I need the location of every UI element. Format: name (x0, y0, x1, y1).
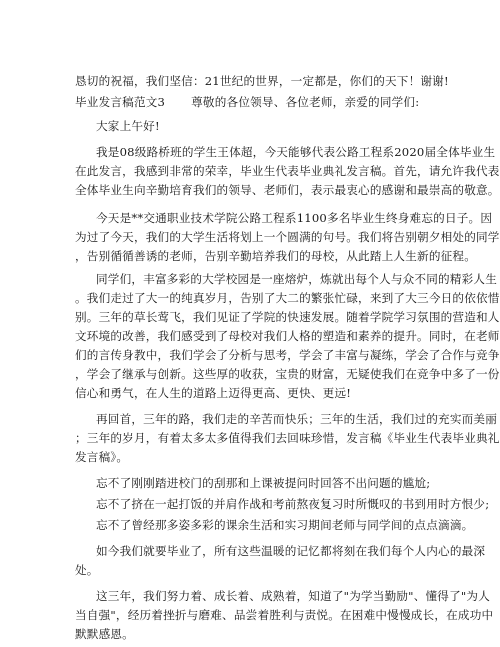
para-line: 全体毕业生向辛勤培育我们的领导、老师们，表示最衷心的感谢和最崇高的敬意。 (75, 183, 500, 197)
para-line: 为过了今天，我们的大学生活将划上一个圆满的句号。我们将告别朝夕相处的同学 (75, 230, 500, 244)
para-line: 别。三年的草长莺飞，我们见证了学院的快速发展。随着学院学习氛围的营造和人 (75, 310, 500, 324)
para-line: 信心和勇气，在人生的道路上迈得更高、更快、更远! (75, 386, 352, 400)
para-line: 在此发言，我感到非常的荣幸，毕业生代表毕业典礼发言稿。首先，请允许我代表 (75, 164, 500, 178)
para-line: 同学们，丰富多彩的大学校园是一座熔炉，炼就出每个人与众不同的精彩人生 (96, 272, 497, 286)
doc-intro: 尊敬的各位领导、各位老师，亲爱的同学们: (191, 95, 420, 109)
para-line: 忘不了刚刚踏进校门的刮那和上课被提问时回答不出问题的尴尬; (96, 476, 431, 490)
para-line: 处。 (75, 563, 99, 577)
para-line: 默默感恩。 (75, 627, 134, 641)
para-line: 文环境的改善，我们感受到了母校对我们人格的塑造和素养的提升。同时，在老师 (75, 329, 500, 343)
doc-title: 毕业发言稿范文3 (75, 95, 166, 109)
para-line: 我是08级路桥班的学生王体超，今天能够代表公路工程系2020届全体毕业生 (96, 145, 496, 159)
heading-line (75, 95, 419, 109)
para-line: 们的言传身教中，我们学会了分析与思考，学会了丰富与凝练，学会了合作与竞争 (75, 348, 500, 362)
para-line: 忘不了曾经那多姿多彩的课余生活和实习期间老师与同学间的点点滴滴。 (96, 518, 474, 532)
para-line: 如今我们就要毕业了，所有这些温暖的记忆都将刻在我们每个人内心的最深 (96, 544, 486, 558)
para-line: 忘不了挤在一起打饭的并肩作战和考前熬夜复习时所慨叹的书到用时方恨少; (96, 497, 490, 511)
closing-line: 恳切的祝福，我们坚信：21世纪的世界，一定都是，你们的天下！谢谢! (75, 74, 449, 88)
para-line: ；三年的岁月，有着太多太多值得我们去回味珍惜，发言稿《毕业生代表毕业典礼 (75, 431, 500, 445)
para-line: 发言稿》。 (75, 450, 129, 464)
greeting: 大家上午好! (96, 119, 160, 133)
para-line: 当自强"，经历着挫折与磨难、品尝着胜利与责悦。在困难中慢慢成长，在成功中 (75, 608, 494, 622)
para-line: 今天是**交通职业技术学院公路工程系1100多名毕业生终身难忘的日子。因 (96, 211, 493, 225)
para-line: 。我们走过了大一的纯真岁月，告别了大二的繁张忙碌，来到了大三今日的依依惜 (75, 291, 500, 305)
para-line: ，告别循循善诱的老师，告别辛勤培养我们的母校，从此踏上人生新的征程。 (75, 249, 476, 263)
para-line: 再回首，三年的路，我们走的辛苦而快乐；三年的生活，我们过的充实而美丽 (96, 412, 497, 426)
para-line: 这三年，我们努力着、成长着、成熟着，知道了"为学当勤励"、懂得了"为人 (96, 589, 491, 603)
para-line: ，学会了继承与创新。这些厚的收获，宝贵的财富，无疑使我们在竞争中多了一份 (75, 367, 500, 381)
